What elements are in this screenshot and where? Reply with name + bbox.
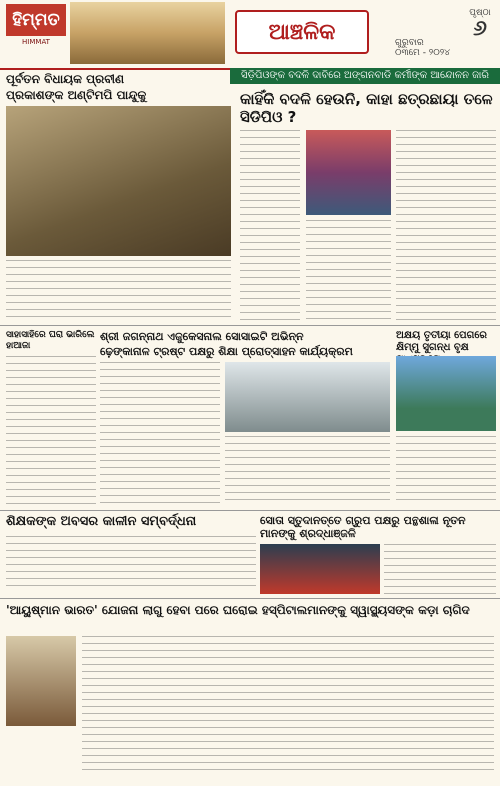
newspaper-logo: ହିମ୍ମତ (6, 4, 66, 36)
divider-2 (0, 510, 500, 511)
story-2-text-col3 (396, 130, 496, 320)
story-3-text-2 (225, 436, 390, 506)
story-1-photo (6, 106, 231, 256)
story-7-text (82, 636, 494, 776)
headline-6: ସୋତା ସ୍ତୁଦାନତ୍ତେ ଗ୍ରୁପ ପକ୍ଷରୁ ପନ୍ଥଶାଳା ନୂତନ ମାନଙ୍କୁ ଶ୍ରଦ୍ଧାଞ୍ଜଳି (260, 514, 466, 540)
story-2-text-col2 (306, 220, 391, 320)
page-number-value: ୬ (473, 16, 487, 41)
story-1-text (6, 260, 231, 322)
headline-3-left: ସାହାସାହିରେ ଘରା ଭାରିଲେ ହାଆଜା (6, 330, 95, 351)
story-6-text (384, 544, 496, 594)
headline-7: 'ଆୟୁଷ୍ମାନ ଭାରତ' ଯୋଜନା ଲାଗୁ ହେବା ପରେ ଘରୋଇ ହସ୍ପିଟାଲମାନଙ୍କୁ ସ୍ୱାସ୍ଥ୍ୟସଙ୍କ କଡ଼ା ଚାଗିଦ (6, 603, 470, 617)
headline-1a: ପୂର୍ବତନ ବିଧାୟକ ପ୍ରବୀଣ (6, 72, 125, 86)
headline-3b: ଢ଼େଙ୍କାନାଳ ଟ୍ରଷ୍ଟ ପକ୍ଷରୁ ଶିକ୍ଷା ପ୍ରୋତ୍ସାହନ କାର୍ଯ୍ୟକ୍ରମ (100, 345, 353, 358)
story-3-left-text (6, 356, 96, 506)
headline-5: ଶିକ୍ଷକଙ୍କ ଅବସର କାଳୀନ ସମ୍ବର୍ଦ୍ଧନା (6, 514, 197, 529)
divider-1 (0, 325, 500, 326)
date-day: ଗୁରୁବାର (395, 38, 424, 48)
story-2-text-col1 (240, 130, 300, 320)
masthead-photo (70, 2, 225, 64)
top-strip-headline: ସିଡ଼ିପିଓଙ୍କ ବଦଳି ଦାବିରେ ଅଙ୍ଗନବାଡି କର୍ମୀଙ୍କ ଆନ୍ଦୋଳନ ଜାରି (230, 68, 500, 84)
story-4-text (396, 436, 496, 506)
headline-1b: ପ୍ରକାଶଙ୍କ ଅଣ୍ଟିମପି ପାନ୍ଦୁକୁ (6, 88, 147, 102)
story-6-photo (260, 544, 380, 594)
story-3-text (100, 362, 220, 507)
headline-2: କାହିଁକି ବଦଳି ହେଉନି, କାହା ଛତ୍ରଛାୟା ତଳେ ସିଡିପିଓ ? (240, 90, 493, 126)
divider-3 (0, 598, 500, 599)
page-number (465, 8, 495, 40)
story-5-text (6, 536, 256, 592)
dateline (395, 38, 450, 58)
headline-3: ଶ୍ରୀ ଜଗନ୍ନାଥ ଏଜୁକେସନାଲ ସୋସାଇଟି ଅଭିନ୍ନ (100, 330, 304, 343)
section-title-box (235, 10, 369, 54)
story-7-photo (6, 636, 76, 726)
story-4-photo (396, 356, 496, 431)
logo-subtitle: HIMMAT (22, 38, 50, 46)
section-title: ଆଞ୍ଚଳିକ (268, 19, 336, 45)
masthead (0, 0, 500, 70)
story-3-photo (225, 362, 390, 432)
date-number: ୦୩ମେ - ୨୦୨୪ (395, 48, 451, 58)
headline-4: ଅକ୍ଷୟ ତୃତୀୟା ପେଗରେ କ୍ଷିମ୍ମୁ ସୁଗନ୍ଧ ବୃକ୍ଷ (396, 330, 487, 353)
story-2-photo (306, 130, 391, 215)
page-label: ପୃଷ୍ଠା (469, 8, 491, 18)
